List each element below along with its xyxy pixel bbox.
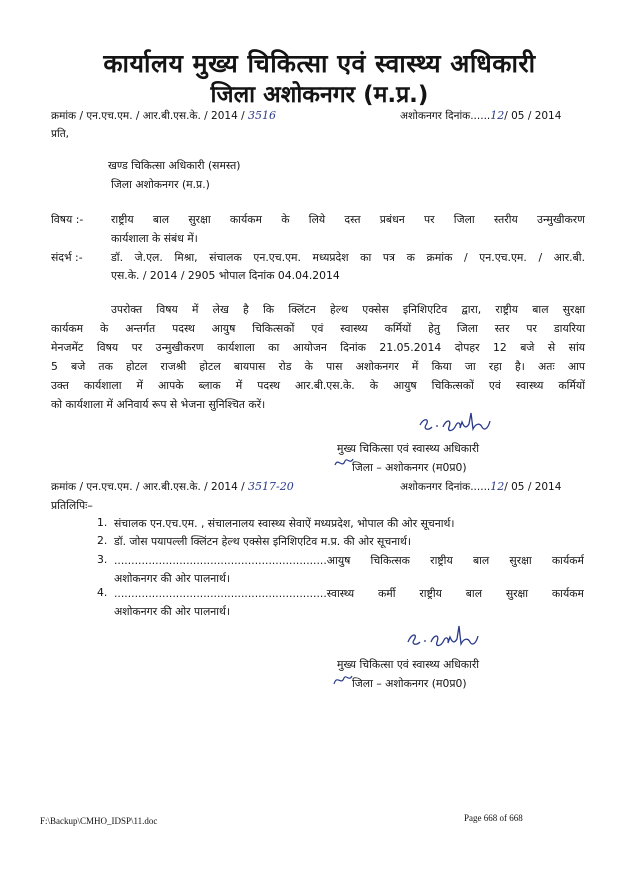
date-prefix: अशोकनगर दिनांक......	[400, 481, 491, 493]
date-prefix: अशोकनगर दिनांक......	[400, 110, 491, 122]
handwritten-date: 12	[490, 109, 505, 122]
signature-scribble	[416, 407, 506, 435]
initial-scribble	[332, 672, 354, 688]
copy-item: ..............................................................स्वास्थ्य कर्मी राष्ट्रीय बाल सुरक्षा कार्यकम	[114, 587, 584, 600]
copy-number: 3.	[97, 553, 108, 566]
district-title: जिला अशोकनगर (म.प्र.)	[210, 82, 429, 108]
body-line: को कार्यशाला में अनिवार्य रूप से भेजना सुनिश्चित करें।	[51, 398, 266, 411]
reference-line-2: एस.के. / 2014 / 2905 भोपाल दिनांक 04.04.2014	[111, 269, 340, 282]
reference-number-prefix: क्रमांक / एन.एच.एम. / आर.बी.एस.के. / 2014 /	[51, 110, 245, 122]
date-suffix: / 05 / 2014	[504, 110, 562, 122]
copy-item: संचालक एन.एच.एम. , संचालनालय स्वास्थ्य सेवाऐं मध्यप्रदेश, भोपाल की ओर सूचनार्थ।	[114, 517, 455, 530]
footer-page-number: Page 668 of 668	[464, 813, 523, 823]
reference-line-1: डॉ. जे.एल. मिश्रा, संचालक एन.एच.एम. मध्यप्रदेश का पत्र क क्रमांक / एन.एच.एम. / आर.बी.	[111, 251, 585, 264]
handwritten-date: 12	[490, 480, 505, 493]
addressee-line-1: खण्ड चिकित्सा अधिकारी (समस्त)	[108, 159, 241, 172]
reference-number-2	[51, 480, 294, 494]
reference-number-1	[51, 109, 276, 123]
subject-line-1: राष्ट्रीय बाल सुरक्षा कार्यकम के लिये दस्त प्रबंधन पर जिला स्तरीय उन्मुखीकरण	[111, 213, 585, 226]
signatory-district-1: जिला – अशोकनगर (म0प्र0)	[352, 461, 467, 474]
footer-file-path: F:\Backup\CMHO_IDSP\11.doc	[40, 816, 158, 826]
body-line: उक्त कार्यशाला में आपके ब्लाक में पदस्थ आर.बी.एस.के. के आयुष चिकित्सकों एवं स्वास्थ्य कर्मियों	[51, 379, 585, 392]
date-suffix: / 05 / 2014	[504, 481, 562, 493]
addressee-line-2: जिला अशोकनगर (म.प्र.)	[111, 178, 210, 191]
subject-line-2: कार्यशाला के संबंध में।	[111, 232, 198, 245]
reference-date-1	[400, 109, 561, 123]
copy-number: 2.	[97, 534, 108, 547]
copy-item-continued: अशोकनगर की ओर पालनार्थ।	[114, 572, 231, 585]
reference-label: संदर्भ :-	[51, 251, 83, 264]
subject-label: विषय :-	[51, 213, 84, 226]
prati-label: प्रति,	[51, 128, 70, 140]
reference-date-2	[400, 480, 561, 494]
copy-label: प्रतिलिपिः–	[51, 499, 93, 512]
signatory-district-2: जिला – अशोकनगर (म0प्र0)	[352, 677, 467, 690]
copy-number: 1.	[97, 516, 108, 529]
body-line: 5 बजे तक होटल राजश्री होटल बायपास रोड के पास अशोकनगर में किया जा रहा है। अतः आप	[51, 360, 585, 373]
body-line: कार्यकम के अन्तर्गत पदस्थ आयुष चिकित्सकों एवं स्वास्थ्य कर्मियों हेतु जिला स्तर पर डायरिया	[51, 322, 585, 335]
signatory-title-1: मुख्य चिकित्सा एवं स्वास्थ्य अधिकारी	[337, 442, 480, 455]
body-line: मेनजमेंट विषय पर उन्मुखीकरण कार्यशाला का आयोजन दिनांक 21.05.2014 दोपहर 12 बजे से सांय	[51, 341, 585, 354]
signature-scribble	[404, 622, 494, 650]
signatory-title-2: मुख्य चिकित्सा एवं स्वास्थ्य अधिकारी	[337, 658, 480, 671]
copy-item: डॉ. जोस पयापल्ली क्लिंटन हेल्थ एक्सेस इनिशिएटिव म.प्र. की ओर सूचनार्थ।	[114, 535, 411, 548]
handwritten-number: 3517-20	[247, 480, 294, 493]
office-title: कार्यालय मुख्य चिकित्सा एवं स्वास्थ्य अधिकारी	[103, 49, 536, 78]
copy-item: ..............................................................आयुष चिकित्सक राष्ट्रीय बाल सुरक्षा कार्यकर्म	[114, 554, 584, 567]
reference-number-prefix: क्रमांक / एन.एच.एम. / आर.बी.एस.के. / 2014 /	[51, 481, 245, 493]
copy-number: 4.	[97, 586, 108, 599]
body-line: उपरोक्त विषय में लेख है कि क्लिंटन हेल्थ एक्सेस इनिशिएटिव द्वारा, राष्ट्रीय बाल सुरक्षा	[111, 303, 585, 316]
copy-item-continued: अशोकनगर की ओर पालनार्थ।	[114, 605, 231, 618]
handwritten-number: 3516	[247, 109, 276, 122]
